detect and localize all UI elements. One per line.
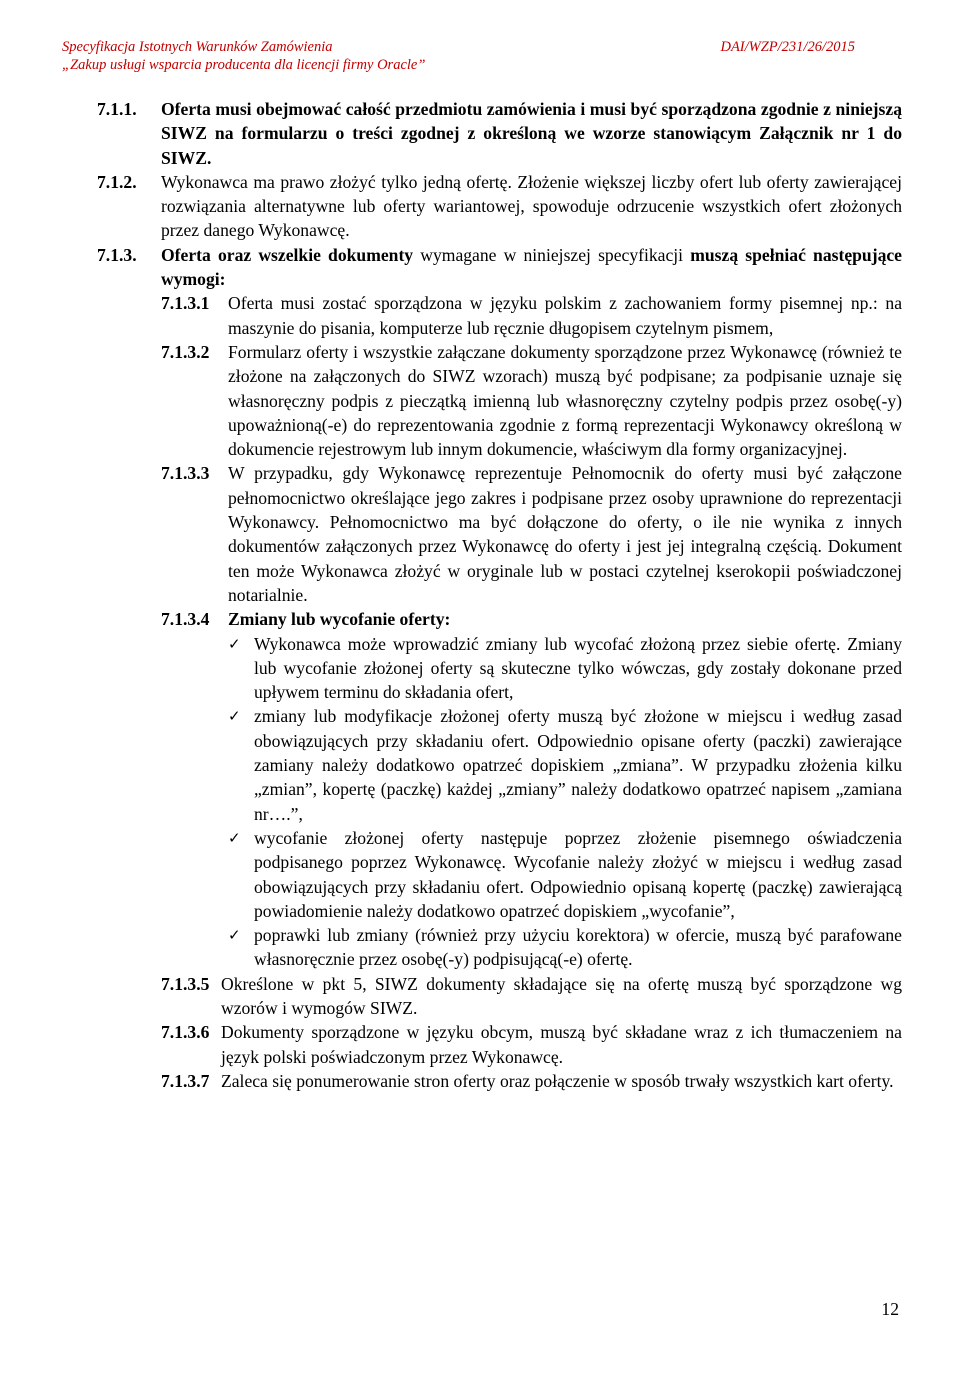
checklist-item	[228, 704, 902, 825]
section-7-1-3-5	[161, 972, 902, 1021]
subsection-text: Określone w pkt 5, SIWZ dokumenty składające się na ofertę muszą być sporządzone wg wzorów i wymogów SIWZ.	[221, 973, 902, 1018]
header-spec-title: Specyfikacja Istotnych Warunków Zamówienia	[62, 39, 333, 55]
subsection-text: Formularz oferty i wszystkie załączane dokumenty sporządzone przez Wykonawcę (również te złożone na załączonych do SIWZ wzorach) muszą być podpisane; za podpisanie uznaje się własnoręczny podpis z pieczątką imienną lub własnoręczny czytelny podpis przez osobę(-y) upoważnioną(-e) do reprezentowania zgodnie z formą reprezentacji Wykonawcy określoną w dokumencie rejestrowym lub innym dokumencie, właściwym dla formy organizacyjnej.	[228, 341, 902, 460]
section-text: Wykonawca ma prawo złożyć tylko jedną ofertę. Złożenie większej liczby ofert lub oferty zawierającej rozwiązania alternatywne lub oferty wariantowej, spowoduje odrzucenie wszystkich ofert złożonych przez danego Wykonawcę.	[161, 171, 902, 241]
section-number: 7.1.1.	[97, 99, 137, 119]
checklist-item-text: poprawki lub zmiany (również przy użyciu korektora) w ofercie, muszą być parafowane własnoręcznie przez osobę(-y) podpisującą(-e) ofertę.	[254, 925, 902, 970]
checklist-item	[228, 923, 902, 972]
subsection-title: Zmiany lub wycofanie oferty:	[228, 609, 451, 630]
subsection-number: 7.1.3.6	[161, 1022, 210, 1043]
checklist-item-text: wycofanie złożonej oferty następuje poprzez złożenie pisemnego oświadczenia podpisanego poprzez Wykonawcę. Wycofanie należy złożyć w miejscu i według zasad obowiązujących przy składaniu ofert. Odpowiednio opisaną kopertę (paczkę) zawierającą powiadomienie należy dodatkowo opatrzeć dopiskiem „wycofanie”,	[254, 827, 902, 921]
page-number: 12	[881, 1299, 899, 1319]
subsection-text: Dokumenty sporządzone w języku obcym, muszą być składane wraz z ich tłumaczeniem na język polski poświadczonym przez Wykonawcę.	[221, 1022, 902, 1067]
section-text: Oferta musi obejmować całość przedmiotu zamówienia i musi być sporządzona zgodnie z niniejszą SIWZ na formularzu o treści zgodnej z określoną we wzorze stanowiącym Załącznik nr 1 do SIWZ.	[161, 99, 902, 168]
check-icon: ✓	[228, 634, 241, 653]
subsection-number: 7.1.3.1	[161, 293, 210, 314]
section-7-1-3-4	[161, 607, 902, 631]
section-7-1-3-7	[161, 1069, 902, 1093]
checklist-item-text: Wykonawca może wprowadzić zmiany lub wycofać złożoną przez siebie ofertę. Zmiany lub wycofanie złożonej oferty są skuteczne tylko wówczas, gdy zostały dokonane przed upływem terminu do składania ofert,	[254, 633, 902, 703]
section-text-bold-start: Oferta oraz wszelkie dokumenty	[161, 244, 414, 265]
section-7-1-3-1	[161, 291, 902, 340]
check-icon: ✓	[228, 926, 241, 945]
subsection-number: 7.1.3.7	[161, 1070, 210, 1091]
header-left	[62, 38, 425, 74]
subsection-number: 7.1.3.2	[161, 341, 210, 362]
section-text: wymagane w niniejszej specyfikacji	[413, 244, 691, 265]
subsection-number: 7.1.3.4	[161, 609, 210, 630]
section-7-1-3-6	[161, 1020, 902, 1069]
section-7-1-3-3	[161, 461, 902, 607]
header-order-title: „Zakup usługi wsparcia producenta dla licencji firmy Oracle”	[62, 57, 426, 73]
header-case-number: DAI/WZP/231/26/2015	[720, 39, 855, 55]
subsection-number: 7.1.3.5	[161, 973, 210, 994]
check-icon: ✓	[228, 828, 241, 847]
document-body	[97, 97, 902, 1093]
section-7-1-1	[97, 97, 902, 170]
subsection-number: 7.1.3.3	[161, 463, 210, 484]
section-7-1-3-2	[161, 340, 902, 461]
check-icon: ✓	[228, 707, 241, 726]
changes-checklist	[228, 632, 902, 972]
section-text-bold-end: muszą spełniać następujące wymogi:	[161, 244, 902, 290]
subsection-text: W przypadku, gdy Wykonawcę reprezentuje Pełnomocnik do oferty musi być załączone pełnomocnictwo określające jego zakres i podpisane przez osoby uprawnione do reprezentacji Wykonawcy. Pełnomocnictwo ma być dołączone do oferty, o ile nie wynika z innych dokumentów załączonych przez Wykonawcę do oferty i jest jej integralną częścią. Dokument ten może Wykonawca złożyć w oryginale lub w postaci czytelnej kserokopii poświadczonej notarialnie.	[228, 463, 902, 605]
checklist-item-text: zmiany lub modyfikacje złożonej oferty muszą być złożone w miejscu i według zasad obowiązujących przy składaniu ofert. Odpowiednio opisane oferty (paczki) zawierające zamiany należy dodatkowo opatrzeć dopiskiem „zmiana”. W przypadku złożenia kilku „zmian”, kopertę (paczkę) każdej „zmiany” należy dodatkowo opatrzeć napisem „zamiana nr….”,	[254, 706, 902, 824]
checklist-item	[228, 632, 902, 705]
subsection-text: Oferta musi zostać sporządzona w języku polskim z zachowaniem formy pisemnej np.: na maszynie do pisania, komputerze lub ręcznie długopisem czytelnym pismem,	[228, 293, 902, 338]
section-number: 7.1.3.	[97, 244, 137, 265]
section-7-1-3	[97, 243, 902, 292]
section-number: 7.1.2.	[97, 171, 137, 192]
section-7-1-2	[97, 170, 902, 243]
subsection-text: Zaleca się ponumerowanie stron oferty oraz połączenie w sposób trwały wszystkich kart oferty.	[221, 1070, 894, 1091]
checklist-item	[228, 826, 902, 923]
